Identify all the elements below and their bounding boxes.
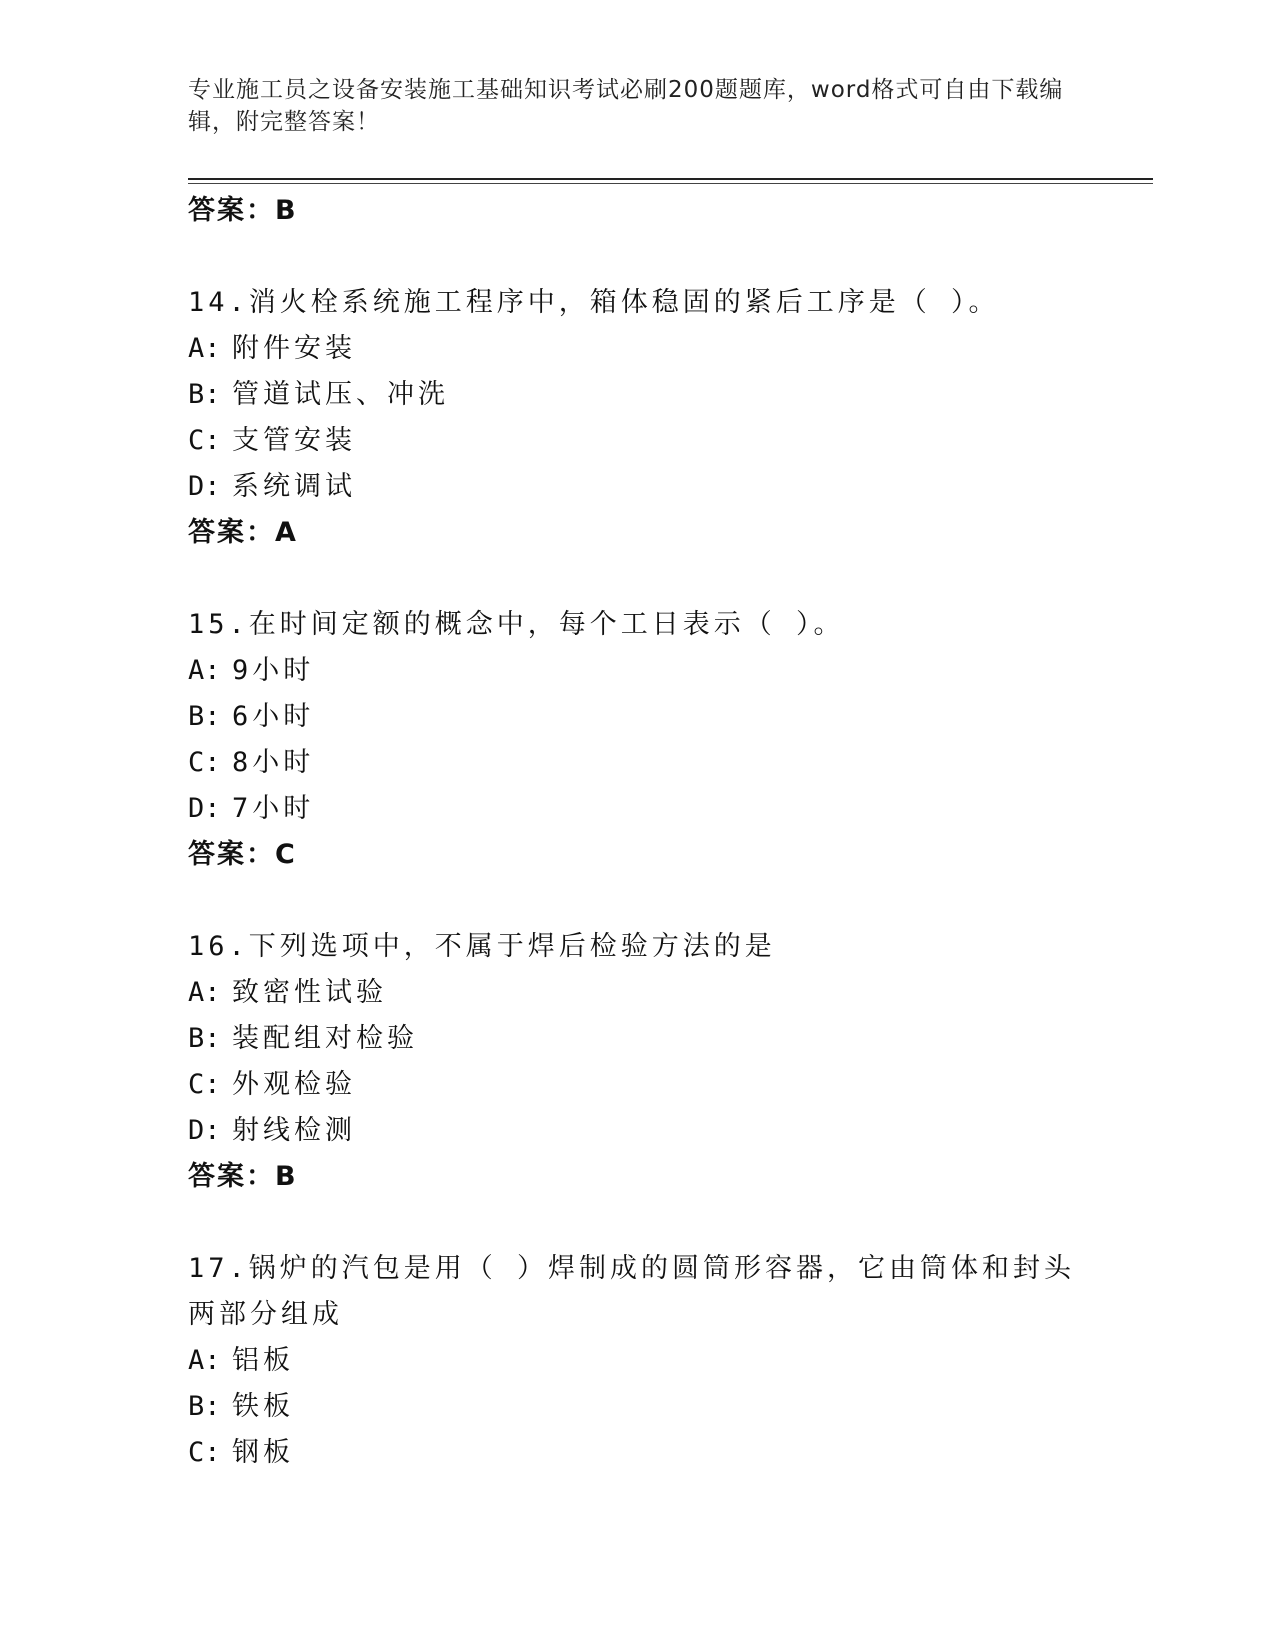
question-block [188,1246,1088,1476]
option-a [188,1338,1088,1384]
answer-line: 答案：B [188,1161,298,1192]
option-c [188,418,1088,464]
option-letter: B: [188,379,221,410]
option-letter: C: [188,1437,221,1468]
option-b [188,694,1088,740]
option-text: 射线检测 [232,1115,356,1146]
option-text: 支管安装 [232,425,356,456]
option-letter: D: [188,471,221,502]
question-list [188,188,1088,1476]
option-text: 附件安装 [232,333,356,364]
option-letter: B: [188,701,221,732]
option-text: 6小时 [232,701,315,732]
option-text: 装配组对检验 [232,1023,418,1054]
option-text: 7小时 [232,793,315,824]
option-d [188,786,1088,832]
option-b [188,372,1088,418]
option-letter: B: [188,1023,221,1054]
option-c [188,1062,1088,1108]
option-b [188,1384,1088,1430]
option-letter: A: [188,655,221,686]
document-header: 专业施工员之设备安装施工基础知识考试必刷200题题库，word格式可自由下载编辑，附完整答案！ [188,77,1064,135]
option-c [188,1430,1088,1476]
option-letter: A: [188,1345,221,1376]
question-block [188,602,1088,878]
question-stem: 14.消火栓系统施工程序中，箱体稳固的紧后工序是（ ）。 [188,287,1000,318]
spacer [188,878,1088,924]
spacer [188,234,1088,280]
question-stem: 17.锅炉的汽包是用（ ）焊制成的圆筒形容器，它由筒体和封头两部分组成 [188,1253,1076,1330]
option-text: 系统调试 [232,471,356,502]
option-text: 8小时 [232,747,315,778]
spacer [188,1200,1088,1246]
option-letter: C: [188,425,221,456]
answer-line: 答案：A [188,517,298,548]
option-a [188,648,1088,694]
option-letter: A: [188,333,221,364]
option-letter: C: [188,747,221,778]
option-letter: D: [188,793,221,824]
option-letter: D: [188,1115,221,1146]
answer-line: 答案：B [188,195,298,226]
answer-line: 答案：C [188,839,297,870]
header-divider-thick [188,178,1153,180]
option-letter: A: [188,977,221,1008]
option-b [188,1016,1088,1062]
header-divider-thin [188,183,1153,184]
question-stem: 15.在时间定额的概念中，每个工日表示（ ）。 [188,609,845,640]
option-d [188,464,1088,510]
option-text: 铁板 [232,1391,294,1422]
option-a [188,970,1088,1016]
option-text: 铝板 [232,1345,294,1376]
option-text: 9小时 [232,655,315,686]
option-text: 外观检验 [232,1069,356,1100]
question-stem: 16.下列选项中，不属于焊后检验方法的是 [188,931,776,962]
option-letter: B: [188,1391,221,1422]
option-c [188,740,1088,786]
option-text: 管道试压、冲洗 [232,379,449,410]
question-block [188,280,1088,556]
option-text: 致密性试验 [232,977,387,1008]
option-a [188,326,1088,372]
option-letter: C: [188,1069,221,1100]
question-block [188,924,1088,1200]
spacer [188,556,1088,602]
option-d [188,1108,1088,1154]
option-text: 钢板 [232,1437,294,1468]
